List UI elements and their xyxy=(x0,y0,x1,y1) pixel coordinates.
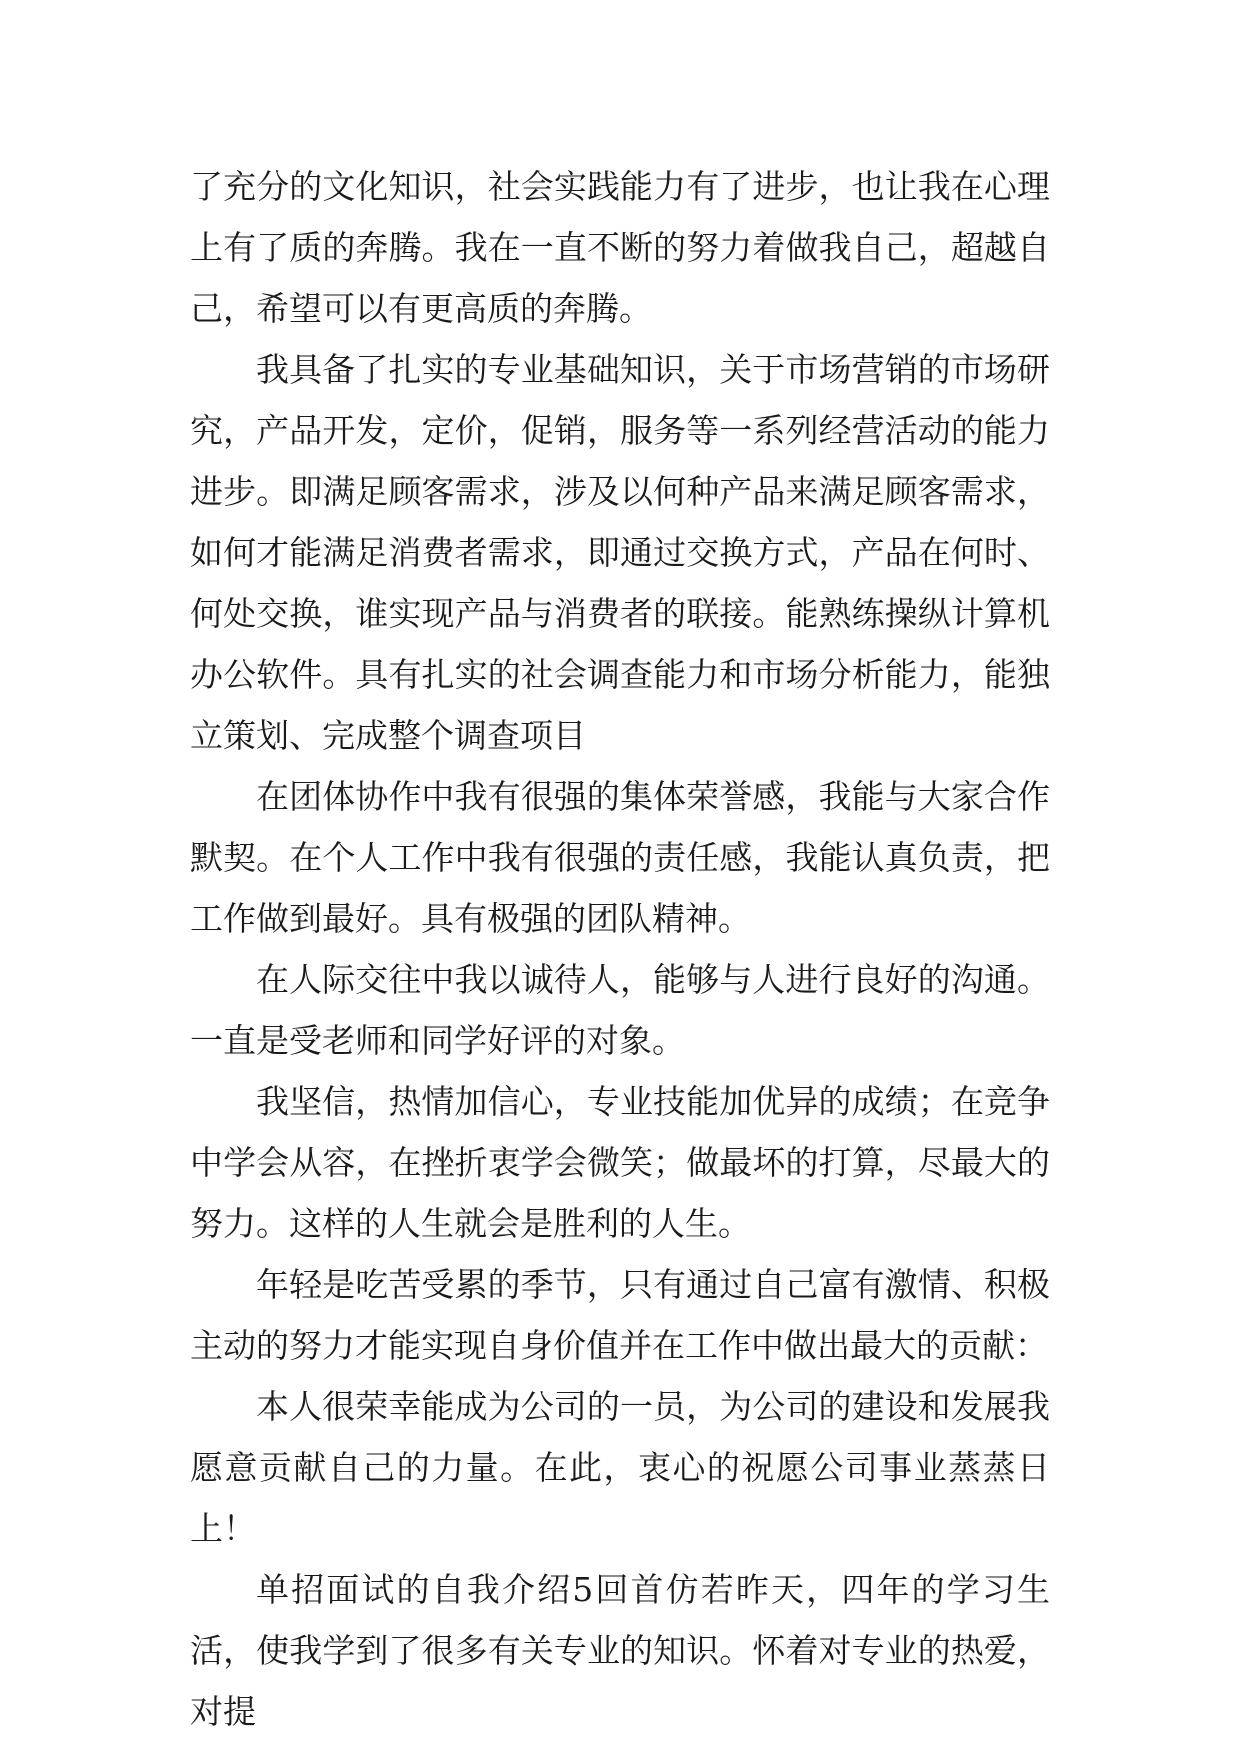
paragraph-continued: 了充分的文化知识，社会实践能力有了进步，也让我在心理上有了质的奔腾。我在一直不断的努力着做我自己，超越自己，希望可以有更高质的奔腾。 xyxy=(190,167,1050,328)
document-body xyxy=(190,156,1050,1742)
paragraph-teamwork: 在团体协作中我有很强的集体荣誉感，我能与大家合作默契。在个人工作中我有很强的责任感，我能认真负责，把工作做到最好。具有极强的团队精神。 xyxy=(190,777,1050,938)
paragraph-youth: 年轻是吃苦受累的季节，只有通过自己富有激情、积极主动的努力才能实现自身价值并在工作中做出最大的贡献： xyxy=(190,1265,1050,1365)
paragraph-company-wish: 本人很荣幸能成为公司的一员，为公司的建设和发展我愿意贡献自己的力量。在此，衷心的祝愿公司事业蒸蒸日上！ xyxy=(190,1387,1050,1548)
paragraph-self-intro-5: 单招面试的自我介绍5回首仿若昨天，四年的学习生活，使我学到了很多有关专业的知识。怀着对专业的热爱，对提 xyxy=(190,1570,1050,1731)
paragraph-belief: 我坚信，热情加信心，专业技能加优异的成绩；在竞争中学会从容，在挫折衷学会微笑；做最坏的打算，尽最大的努力。这样的人生就会是胜利的人生。 xyxy=(190,1082,1050,1243)
paragraph-interpersonal: 在人际交往中我以诚待人，能够与人进行良好的沟通。一直是受老师和同学好评的对象。 xyxy=(190,960,1050,1060)
paragraph-professional-knowledge: 我具备了扎实的专业基础知识，关于市场营销的市场研究，产品开发，定价，促销，服务等一系列经营活动的能力进步。即满足顾客需求，涉及以何种产品来满足顾客需求，如何才能满足消费者需求，即通过交换方式，产品在何时、何处交换，谁实现产品与消费者的联接。能熟练操纵计算机办公软件。具有扎实的社会调查能力和市场分析能力，能独立策划、完成整个调查项目 xyxy=(190,350,1050,755)
